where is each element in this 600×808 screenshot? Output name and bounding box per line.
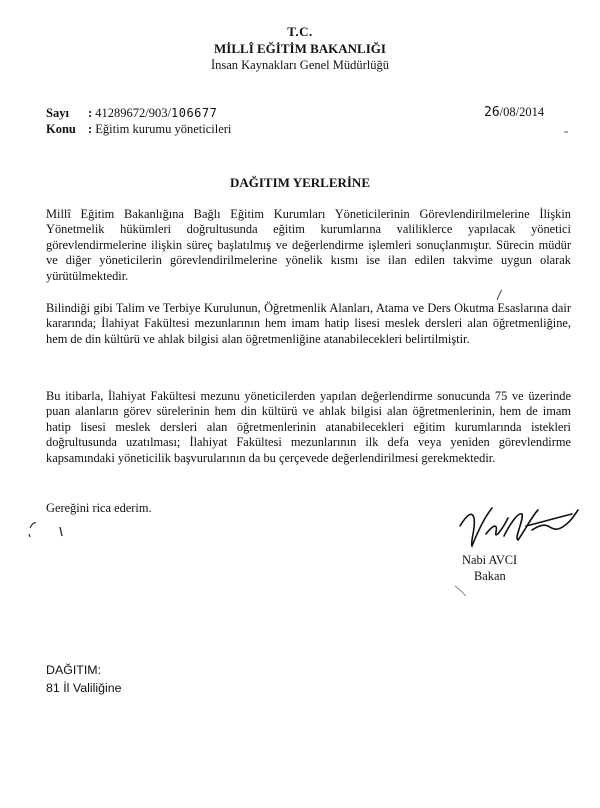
paragraph-3: Bu itibarla, İlahiyat Fakültesi mezunu yöneticilerden yapılan değerlendirme sonucunda 75 ve üzerinde puan alanların görev sürelerinin hem din kültürü ve ahlak bilgisi alan öğretmenlerinin, hem de imam hatip lisesi meslek dersleri alan öğretmenlerinin atanabilecekleri eğitim kurumlarında istekleri doğrultusunda uzatılması; İlahiyat Fakültesi mezunlarının ilk defa veya yeniden görevlendirme kapsamındaki yöneticilik başvurularının da bu çerçevede değerlendirilmesi gerekmektedir. xyxy=(46,389,571,465)
paragraph-2: Bilindiği gibi Talim ve Terbiye Kurulunun, Öğretmenlik Alanları, Atama ve Ders Okutma Esaslarına dair kararında; İlahiyat Fakültesi mezunlarının hem imam hatip lisesi meslek dersleri alan öğretmenliğine, hem de din kültürü ve ahlak bilgisi alan öğretmenliğine atanabilecekleri belirtilmiştir. xyxy=(46,301,571,346)
sayi-handwritten-number: 106677 xyxy=(171,106,218,120)
closing-line: Gereğini rica ederim. xyxy=(46,501,152,515)
scan-mark-right xyxy=(455,586,466,596)
scan-mark-left-1 xyxy=(30,523,36,528)
date-handwritten-day: 26 xyxy=(484,105,500,120)
sayi-value: 41289672/903/ xyxy=(95,106,171,120)
subject-line: Konu : Eğitim kurumu yöneticileri xyxy=(46,122,232,136)
paragraph-1: Millî Eğitim Bakanlığına Bağlı Eğitim Kurumları Yöneticilerinin Görevlendirilmelerine İlişkin Yönetmelik hükümleri doğrultusunda eğitim kurumlarına valiliklerce yapılacak yönetici görevlendirmelerine ilişkin süreç başlatılmış ve değerlendirme işlemleri sonuçlanmıştır. Sürecin müdür ve diğer yöneticilerin görevlendirilmelerine yönelik kısmı ise ilan edilen takvime uygun olarak yürütülmektedir. xyxy=(46,207,571,283)
reference-number-line: Sayı : 41289672/903/106677 xyxy=(46,106,218,120)
distribution-item: 81 İl Valiliğine xyxy=(46,681,122,695)
header-ministry: MİLLÎ EĞİTİM BAKANLIĞI xyxy=(214,41,386,56)
signatory-name: Nabi AVCI xyxy=(462,553,518,567)
date-rest: /08/2014 xyxy=(499,105,545,119)
konu-label: Konu xyxy=(46,122,76,136)
signatory-title: Bakan xyxy=(474,569,506,583)
distribution-label: DAĞITIM: xyxy=(46,663,102,677)
konu-value: Eğitim kurumu yöneticileri xyxy=(95,122,232,136)
scan-mark-left-3 xyxy=(29,534,30,537)
header-tc: T.C. xyxy=(287,24,313,39)
scan-mark-left-2 xyxy=(60,527,62,536)
distribution-title: DAĞITIM YERLERİNE xyxy=(229,175,370,190)
pen-mark xyxy=(497,290,502,300)
header-department: İnsan Kaynakları Genel Müdürlüğü xyxy=(210,58,390,72)
sayi-label: Sayı xyxy=(46,106,69,120)
